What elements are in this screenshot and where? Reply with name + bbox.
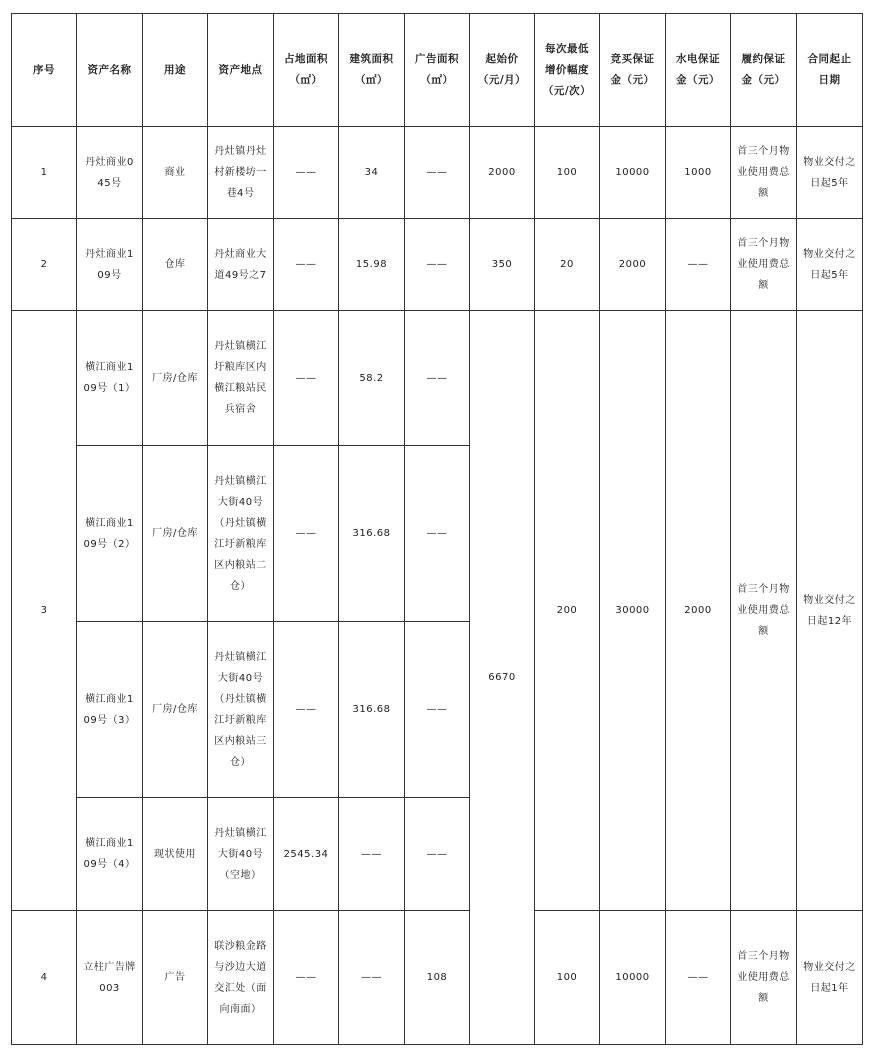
cell-land-area: —— (274, 219, 339, 311)
header-contract-period: 合同起止日期 (797, 14, 863, 127)
header-ad-area: 广告面积（㎡） (405, 14, 470, 127)
cell-start-price: 6670 (470, 311, 535, 1045)
cell-utility-deposit: 1000 (666, 127, 731, 219)
cell-performance-deposit: 首三个月物业使用费总额 (731, 311, 797, 911)
cell-building-area: 316.68 (339, 622, 405, 798)
cell-building-area: —— (339, 798, 405, 911)
table-row (12, 911, 863, 1045)
cell-asset-name: 横江商业109号（3） (77, 622, 143, 798)
cell-utility-deposit: —— (666, 911, 731, 1045)
cell-location: 丹灶镇横江大街40号（丹灶镇横江圩新粮库区内粮站二仓） (208, 446, 274, 622)
cell-deposit: 10000 (600, 127, 666, 219)
cell-use: 仓库 (143, 219, 208, 311)
cell-performance-deposit: 首三个月物业使用费总额 (731, 127, 797, 219)
header-increment: 每次最低增价幅度（元/次） (535, 14, 600, 127)
cell-building-area: 316.68 (339, 446, 405, 622)
cell-land-area: 2545.34 (274, 798, 339, 911)
cell-asset-name: 横江商业109号（4） (77, 798, 143, 911)
header-row (12, 14, 863, 127)
cell-deposit: 30000 (600, 311, 666, 911)
cell-land-area: —— (274, 622, 339, 798)
cell-land-area: —— (274, 127, 339, 219)
cell-asset-name: 横江商业109号（2） (77, 446, 143, 622)
cell-ad-area: 108 (405, 911, 470, 1045)
cell-building-area: 34 (339, 127, 405, 219)
cell-performance-deposit: 首三个月物业使用费总额 (731, 219, 797, 311)
header-deposit: 竞买保证金（元） (600, 14, 666, 127)
cell-start-price: 2000 (470, 127, 535, 219)
cell-increment: 100 (535, 127, 600, 219)
header-building-area: 建筑面积（㎡） (339, 14, 405, 127)
cell-contract-period: 物业交付之日起5年 (797, 219, 863, 311)
cell-location: 丹灶镇横江大街40号（丹灶镇横江圩新粮库区内粮站三仓） (208, 622, 274, 798)
cell-utility-deposit: —— (666, 219, 731, 311)
cell-asset-name: 立柱广告牌003 (77, 911, 143, 1045)
cell-asset-name: 丹灶商业109号 (77, 219, 143, 311)
cell-increment: 20 (535, 219, 600, 311)
cell-use: 厂房/仓库 (143, 446, 208, 622)
header-land-area: 占地面积（㎡） (274, 14, 339, 127)
cell-seq: 4 (12, 911, 77, 1045)
cell-land-area: —— (274, 446, 339, 622)
cell-ad-area: —— (405, 311, 470, 446)
cell-asset-name: 丹灶商业045号 (77, 127, 143, 219)
header-location: 资产地点 (208, 14, 274, 127)
cell-seq: 1 (12, 127, 77, 219)
cell-location: 丹灶商业大道49号之7 (208, 219, 274, 311)
cell-ad-area: —— (405, 798, 470, 911)
table-row (12, 219, 863, 311)
header-start-price: 起始价（元/月） (470, 14, 535, 127)
cell-use: 现状使用 (143, 798, 208, 911)
cell-utility-deposit: 2000 (666, 311, 731, 911)
cell-location: 丹灶镇横江圩粮库区内横江粮站民兵宿舍 (208, 311, 274, 446)
header-performance-deposit: 履约保证金（元） (731, 14, 797, 127)
cell-ad-area: —— (405, 622, 470, 798)
cell-contract-period: 物业交付之日起5年 (797, 127, 863, 219)
cell-increment: 200 (535, 311, 600, 911)
cell-use: 厂房/仓库 (143, 311, 208, 446)
asset-auction-table (11, 13, 863, 1045)
cell-ad-area: —— (405, 446, 470, 622)
cell-use: 广告 (143, 911, 208, 1045)
header-seq: 序号 (12, 14, 77, 127)
cell-location: 丹灶镇横江大街40号（空地） (208, 798, 274, 911)
cell-location: 联沙粮金路与沙边大道交汇处（面向南面） (208, 911, 274, 1045)
cell-contract-period: 物业交付之日起12年 (797, 311, 863, 911)
cell-building-area: 15.98 (339, 219, 405, 311)
table-row (12, 311, 863, 446)
cell-deposit: 2000 (600, 219, 666, 311)
header-utility-deposit: 水电保证金（元） (666, 14, 731, 127)
cell-ad-area: —— (405, 219, 470, 311)
cell-building-area: —— (339, 911, 405, 1045)
cell-land-area: —— (274, 311, 339, 446)
cell-ad-area: —— (405, 127, 470, 219)
cell-increment: 100 (535, 911, 600, 1045)
cell-performance-deposit: 首三个月物业使用费总额 (731, 911, 797, 1045)
cell-contract-period: 物业交付之日起1年 (797, 911, 863, 1045)
cell-seq: 2 (12, 219, 77, 311)
cell-deposit: 10000 (600, 911, 666, 1045)
cell-location: 丹灶镇丹灶村新楼坊一巷4号 (208, 127, 274, 219)
header-use: 用途 (143, 14, 208, 127)
cell-seq: 3 (12, 311, 77, 911)
cell-use: 厂房/仓库 (143, 622, 208, 798)
table-row (12, 127, 863, 219)
cell-start-price: 350 (470, 219, 535, 311)
cell-use: 商业 (143, 127, 208, 219)
cell-asset-name: 横江商业109号（1） (77, 311, 143, 446)
cell-building-area: 58.2 (339, 311, 405, 446)
cell-land-area: —— (274, 911, 339, 1045)
header-asset-name: 资产名称 (77, 14, 143, 127)
